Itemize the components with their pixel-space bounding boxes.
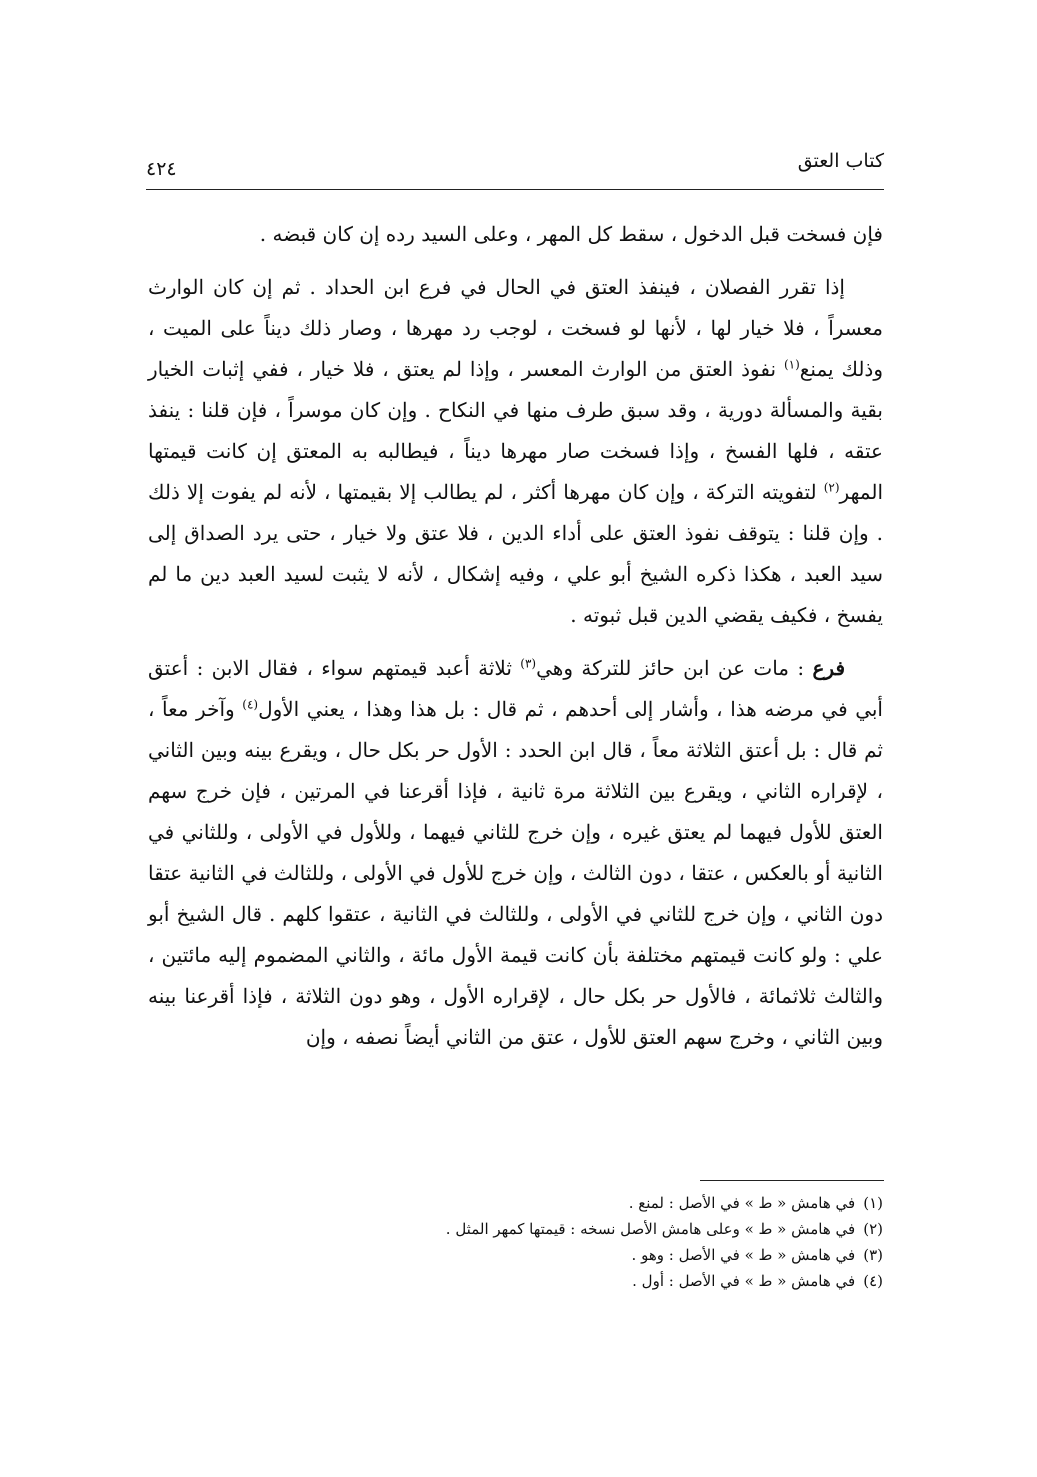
- page-number: ٤٢٤: [146, 158, 177, 180]
- paragraph-3-text-b: ثلاثة أعبد قيمتهم سواء ، فقال الابن : أعتق أبي في مرضه هذا ، وأشار إلى أحدهم ، ثم قال : بل هذا وهذا ، يعني الأول: [148, 656, 883, 721]
- footnote-2: [148, 1216, 883, 1242]
- main-text: [148, 214, 883, 1058]
- footnote-text: في هامش « ط » في الأصل : وهو .: [631, 1246, 856, 1264]
- footnote-ref-1[interactable]: (١): [783, 357, 800, 372]
- paragraph-3-text-c: وآخر معاً ، ثم قال : بل أعتق الثلاثة معاً ، قال ابن الحدد : الأول حر بكل حال ، ويقرع بينه وبين الثاني ، لإقراره الثاني ، ويقرع بين الثلاثة مرة ثانية ، فإذا أقرعنا في المرتين ، فإن خرج سهم العتق للأول فيهما لم يعتق غيره ، وإن خرج للثاني فيهما ، وللأول في الأولى ، وللثاني في الثانية أو بالعكس ، عتقا ، دون الثالث ، وإن خرج للأول في الأولى ، وللثالث في الثانية عتقا دون الثاني ، وإن خرج للثاني في الأولى ، وللثالث في الثانية ، عتقوا كلهم . قال الشيخ أبو علي : ولو كانت قيمتهم مختلفة بأن كانت قيمة الأول مائة ، والثاني المضموم إليه مائتين ، والثالث ثلاثمائة ، فالأول حر بكل حال ، لإقراره الأول ، وهو دون الثلاثة ، فإذا أقرعنا بينه وبين الثاني ، وخرج سهم العتق للأول ، عتق من الثاني أيضاً نصفه ، وإن: [148, 697, 884, 1049]
- paragraph-2: [148, 267, 883, 636]
- footnotes: [148, 1190, 883, 1294]
- paragraph-1-text: فإن فسخت قبل الدخول ، سقط كل المهر ، وعلى السيد رده إن كان قبضه .: [259, 222, 883, 246]
- paragraph-3-text-a: : مات عن ابن حائز للتركة وهي: [536, 656, 813, 680]
- footnote-text: في هامش « ط » في الأصل : أول .: [632, 1272, 856, 1290]
- paragraph-2-text-a: إذا تقرر الفصلان ، فينفذ العتق في الحال في فرع ابن الحداد . ثم إن كان الوارث معسراً ، فلا خيار لها ، لأنها لو فسخت ، لوجب رد مهرها ، وصار ذلك ديناً على الميت ، وذلك يمنع: [148, 275, 883, 381]
- footnote-number: (٤): [863, 1272, 883, 1290]
- footnote-ref-4[interactable]: (٤): [242, 697, 259, 712]
- footnote-number: (٢): [863, 1220, 883, 1238]
- footnote-number: (١): [863, 1194, 883, 1212]
- footnote-text: في هامش « ط » في الأصل : لمنع .: [628, 1194, 856, 1212]
- paragraph-1: [148, 214, 883, 255]
- footnote-1: [148, 1190, 883, 1216]
- paragraph-2-text-b: نفوذ العتق من الوارث المعسر ، وإذا لم يعتق ، فلا خيار ، ففي إثبات الخيار بقية والمسألة دورية ، وقد سبق طرف منها في النكاح . وإن كان موسراً ، فإن قلنا : ينفذ عتقه ، فلها الفسخ ، وإذا فسخت صار مهرها ديناً ، فيطالبه به المعتق إن كانت قيمتها المهر: [148, 357, 883, 504]
- footnote-ref-3[interactable]: (٣): [520, 656, 537, 671]
- footnote-ref-2[interactable]: (٢): [823, 480, 840, 495]
- footnote-text: في هامش « ط » وعلى هامش الأصل نسخه : قيمتها كمهر المثل .: [445, 1220, 856, 1238]
- chapter-title: كتاب العتق: [797, 150, 884, 172]
- header-divider: [146, 189, 884, 190]
- paragraph-3: [148, 648, 883, 1058]
- paragraph-2-text-c: لتفويته التركة ، وإن كان مهرها أكثر ، لم يطالب إلا بقيمتها ، لأنه لم يفوت إلا ذلك . وإن قلنا : يتوقف نفوذ العتق على أداء الدين ، فلا عتق ولا خيار ، حتى يرد الصداق إلى سيد العبد ، هكذا ذكره الشيخ أبو علي ، وفيه إشكال ، لأنه لا يثبت لسيد العبد دين ما لم يفسخ ، فكيف يقضي الدين قبل ثبوته .: [148, 480, 884, 627]
- footnote-4: [148, 1268, 883, 1294]
- footnote-number: (٣): [863, 1246, 883, 1264]
- running-header: [146, 146, 884, 186]
- footnote-3: [148, 1242, 883, 1268]
- footnote-divider: [700, 1180, 884, 1181]
- section-lead-word: فرع: [812, 656, 845, 680]
